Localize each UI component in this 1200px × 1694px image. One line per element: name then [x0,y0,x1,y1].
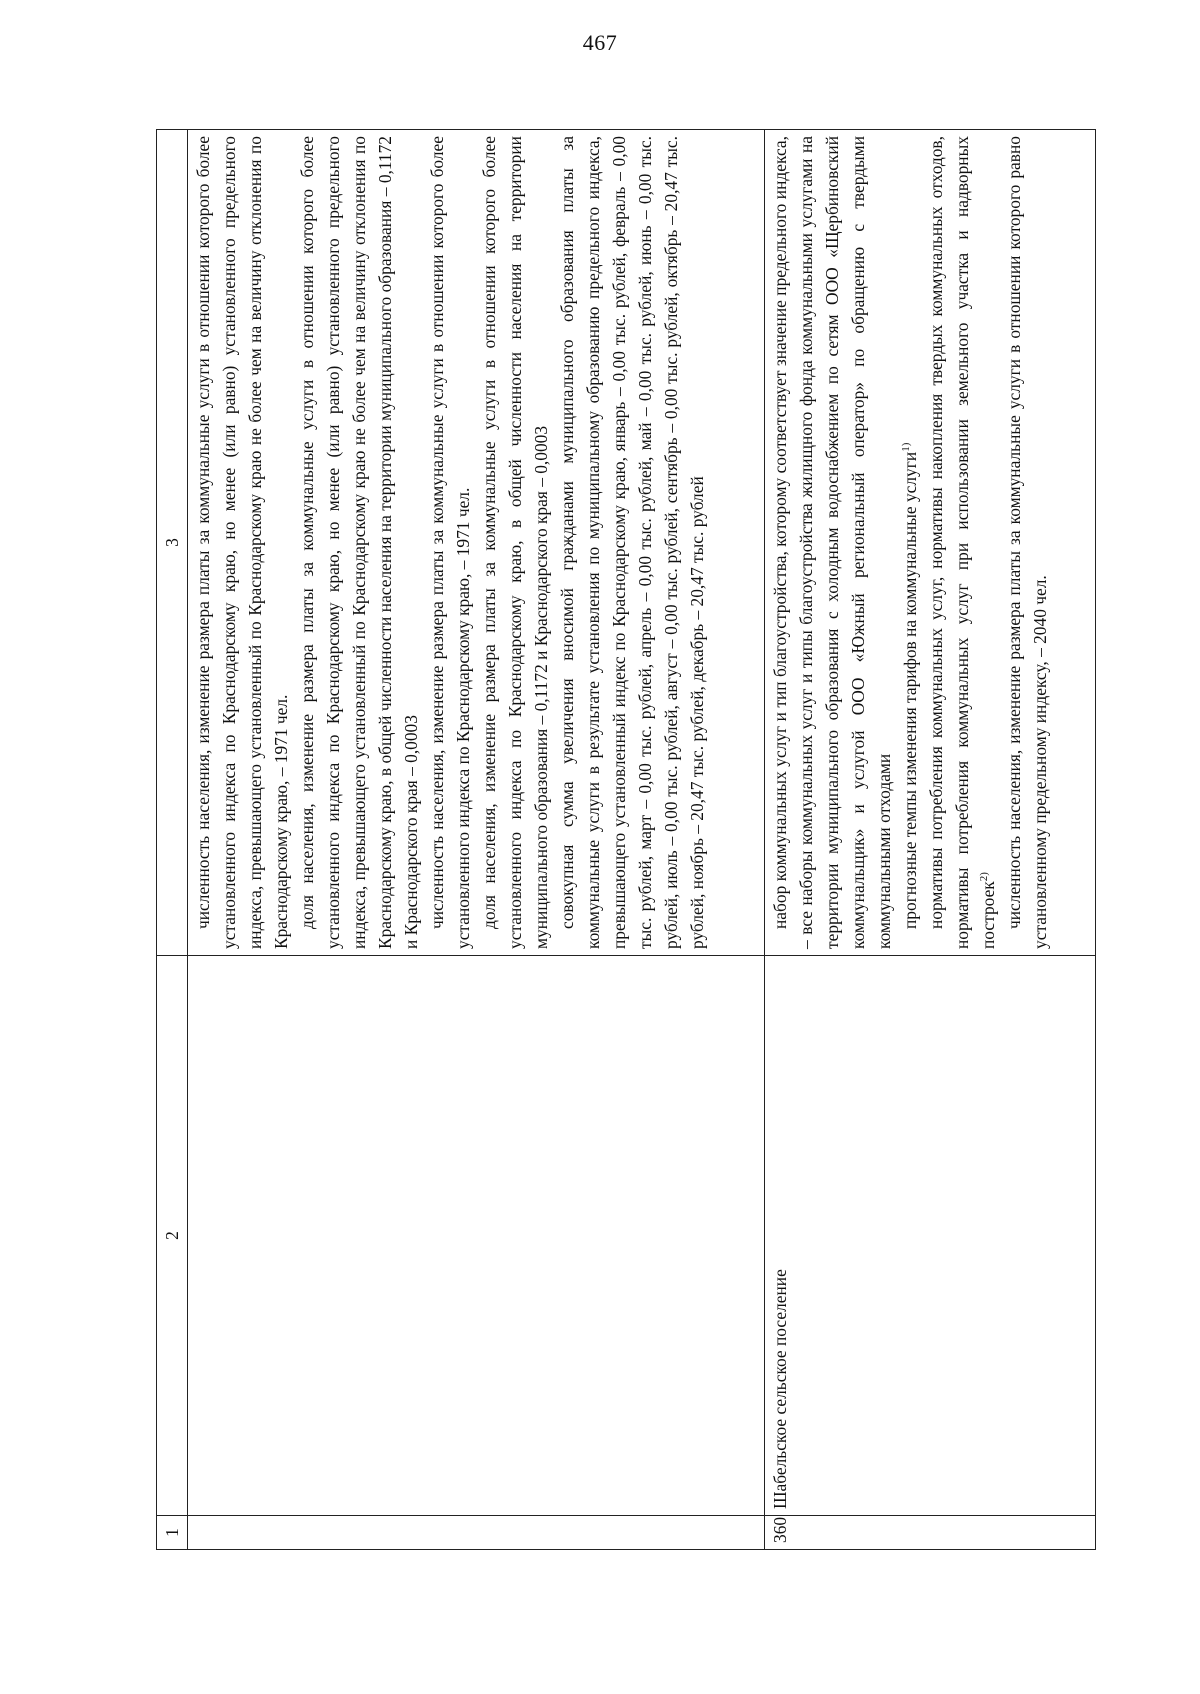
paragraph: доля населения, изменение размера платы за коммунальные услуги в отношении которого более установленного индекса по Краснодарскому краю, в общей численности населения на территории муниципального образования – 0,1172 и Краснодарского края – 0,0003 [479,136,551,949]
paragraph: численность населения, изменение размера платы за коммунальные услуги в отношении которого равно установленному предельному индексу, – 2040 чел. [1004,136,1050,949]
paragraph: набор коммунальных услуг и тип благоустройства, которому соответствует значение предельного индекса, – все наборы коммунальных услуг и типы благоустройства жилищного фонда коммунальными услугами на территории муниципального образования с холодным водоснабжением по сетям ООО «Щербиновский коммунальщик» и услугой ООО «Южный региональный оператор» по обращению с твердыми коммунальными отходами [770,136,894,949]
row-name-cell: Шабельское сельское поселение [765,956,1096,1516]
rotated-table-container [156,130,1096,1550]
paragraph: численность населения, изменение размера платы за коммунальные услуги в отношении которого более установленного индекса по Краснодарскому краю, – 1971 чел. [427,136,473,949]
paragraph-text: прогнозные темпы изменения тарифов на коммунальные услуги [900,451,920,929]
tariff-table [156,129,1096,1550]
paragraph: доля населения, изменение размера платы за коммунальные услуги в отношении которого более установленного индекса по Краснодарскому краю, но менее (или равно) установленного предельного индекса, превышающего установленный по Краснодарскому краю не более чем на величину отклонения по Краснодарскому краю, в общей численности населения на территории муниципального образования – 0,1172 и Краснодарского края – 0,0003 [297,136,421,949]
header-col-1: 1 [157,1516,188,1550]
paragraph [923,136,1001,949]
row-description-cell [188,130,765,956]
paragraph: совокупная сумма увеличения вносимой гражданами муниципального образования платы за коммунальные услуги в результате установления по муниципальному образованию предельного индекса, превышающего установленный индекс по Краснодарскому краю, январь – 0,00 тыс. рублей, февраль – 0,00 тыс. рублей, март – 0,00 тыс. рублей, апрель – 0,00 тыс. рублей, май – 0,00 тыс. рублей, июнь – 0,00 тыс. рублей, июль – 0,00 тыс. рублей, август – 0,00 тыс. рублей, сентябрь – 0,00 тыс. рублей, октябрь – 20,47 тыс. рублей, ноябрь – 20,47 тыс. рублей, декабрь – 20,47 тыс. рублей [557,136,707,949]
footnote-marker: 1) [900,442,913,452]
table-row-continuation [188,130,765,1550]
header-col-2: 2 [157,956,188,1516]
row-number-cell: 360 [765,1516,1096,1550]
footnote-marker: 2) [978,872,991,882]
paragraph [897,136,923,949]
paragraph: численность населения, изменение размера платы за коммунальные услуги в отношении которого более установленного индекса по Краснодарскому краю, но менее (или равно) установленного предельного индекса, превышающего установленный по Краснодарскому краю не более чем на величину отклонения по Краснодарскому краю, – 1971 чел. [193,136,291,949]
page-number: 467 [582,30,618,55]
header-col-3: 3 [157,130,188,956]
row-name-cell [188,956,765,1516]
header-row [157,130,188,1550]
paragraph-text: нормативы потребления коммунальных услуг, нормативы накопления твердых коммунальных отходов, нормативы потребления коммунальных услуг при использовании земельного участка и надворных построек [926,136,998,949]
row-number-cell [188,1516,765,1550]
table-row-360 [765,130,1096,1550]
row-description-cell [765,130,1096,956]
